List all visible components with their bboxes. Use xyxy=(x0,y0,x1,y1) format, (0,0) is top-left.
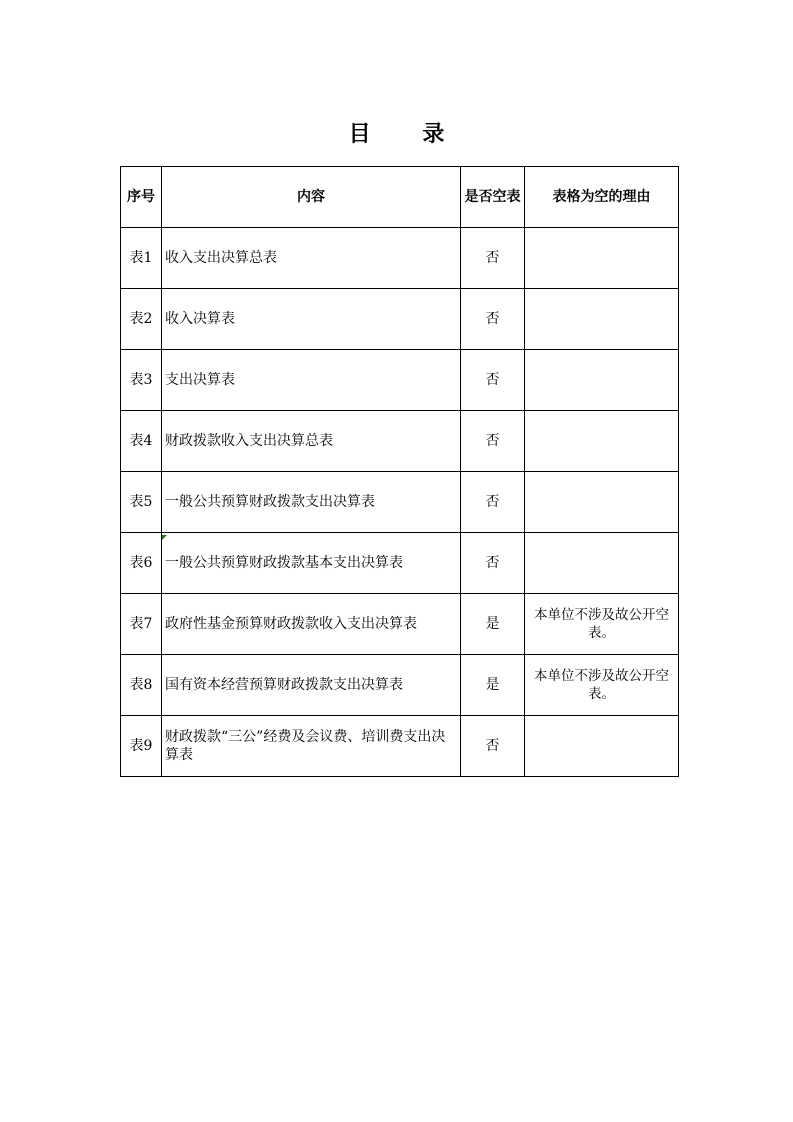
row-no: 表7 xyxy=(121,594,162,655)
row-is-empty: 否 xyxy=(461,533,525,594)
row-reason xyxy=(525,472,679,533)
row-no: 表6 xyxy=(121,533,162,594)
row-content: 国有资本经营预算财政拨款支出决算表 xyxy=(162,655,461,716)
row-reason: 本单位不涉及故公开空表。 xyxy=(525,655,679,716)
table-header-row xyxy=(121,167,679,228)
table-row xyxy=(121,533,679,594)
row-is-empty: 否 xyxy=(461,228,525,289)
row-reason xyxy=(525,533,679,594)
page-title: 目 录 xyxy=(348,122,467,147)
row-no: 表8 xyxy=(121,655,162,716)
row-content: 收入支出决算总表 xyxy=(162,228,461,289)
row-reason xyxy=(525,228,679,289)
row-reason xyxy=(525,411,679,472)
table-row xyxy=(121,716,679,777)
table-row xyxy=(121,228,679,289)
row-is-empty: 否 xyxy=(461,472,525,533)
row-reason xyxy=(525,350,679,411)
row-is-empty: 是 xyxy=(461,655,525,716)
row-no: 表9 xyxy=(121,716,162,777)
row-no: 表5 xyxy=(121,472,162,533)
row-no: 表3 xyxy=(121,350,162,411)
row-is-empty: 否 xyxy=(461,289,525,350)
row-is-empty: 是 xyxy=(461,594,525,655)
header-is-empty: 是否空表 xyxy=(461,167,525,228)
row-reason xyxy=(525,289,679,350)
table-row xyxy=(121,655,679,716)
header-no: 序号 xyxy=(121,167,162,228)
table-row xyxy=(121,594,679,655)
table-row xyxy=(121,411,679,472)
row-no: 表4 xyxy=(121,411,162,472)
row-content: 财政拨款“三公”经费及会议费、培训费支出决算表 xyxy=(162,716,461,777)
header-reason: 表格为空的理由 xyxy=(525,167,679,228)
comment-marker-icon xyxy=(162,535,167,540)
row-no: 表1 xyxy=(121,228,162,289)
row-no: 表2 xyxy=(121,289,162,350)
row-is-empty: 否 xyxy=(461,350,525,411)
row-is-empty: 否 xyxy=(461,716,525,777)
row-content: 一般公共预算财政拨款支出决算表 xyxy=(162,472,461,533)
table-row xyxy=(121,289,679,350)
header-content: 内容 xyxy=(162,167,461,228)
row-is-empty: 否 xyxy=(461,411,525,472)
row-content: 支出决算表 xyxy=(162,350,461,411)
table-row xyxy=(121,472,679,533)
row-content: 一般公共预算财政拨款基本支出决算表 xyxy=(162,533,461,594)
row-reason: 本单位不涉及故公开空表。 xyxy=(525,594,679,655)
contents-table xyxy=(120,166,679,777)
table-row xyxy=(121,350,679,411)
row-content: 政府性基金预算财政拨款收入支出决算表 xyxy=(162,594,461,655)
row-content: 收入决算表 xyxy=(162,289,461,350)
row-reason xyxy=(525,716,679,777)
row-content: 财政拨款收入支出决算总表 xyxy=(162,411,461,472)
